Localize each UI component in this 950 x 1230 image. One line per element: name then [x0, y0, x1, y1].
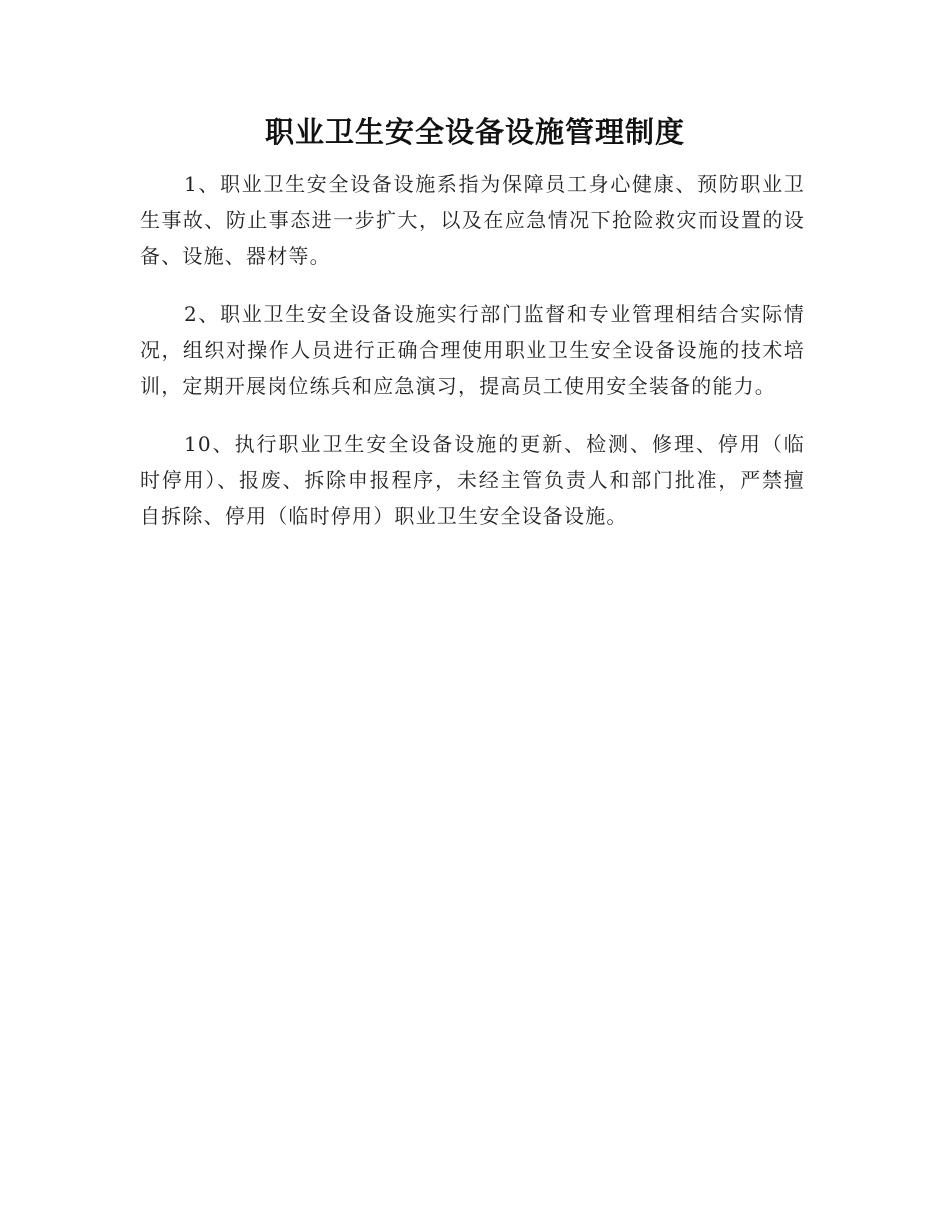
paragraph-2: 2、职业卫生安全设备设施实行部门监督和专业管理相结合实际情况，组织对操作人员进行正确合理使用职业卫生安全设备设施的技术培训，定期开展岗位练兵和应急演习，提高员工使用安全装备的能力。 — [140, 302, 805, 398]
paragraph-1: 1、职业卫生安全设备设施系指为保障员工身心健康、预防职业卫生事故、防止事态进一步扩大，以及在应急情况下抢险救灾而设置的设备、设施、器材等。 — [140, 172, 805, 268]
page-title: 职业卫生安全设备设施管理制度 — [264, 115, 685, 149]
document-body — [140, 166, 805, 534]
paragraph-10: 10、执行职业卫生安全设备设施的更新、检测、修理、停用（临时停用）、报废、拆除申报程序，未经主管负责人和部门批准，严禁擅自拆除、停用（临时停用）职业卫生安全设备设施。 — [140, 432, 805, 528]
